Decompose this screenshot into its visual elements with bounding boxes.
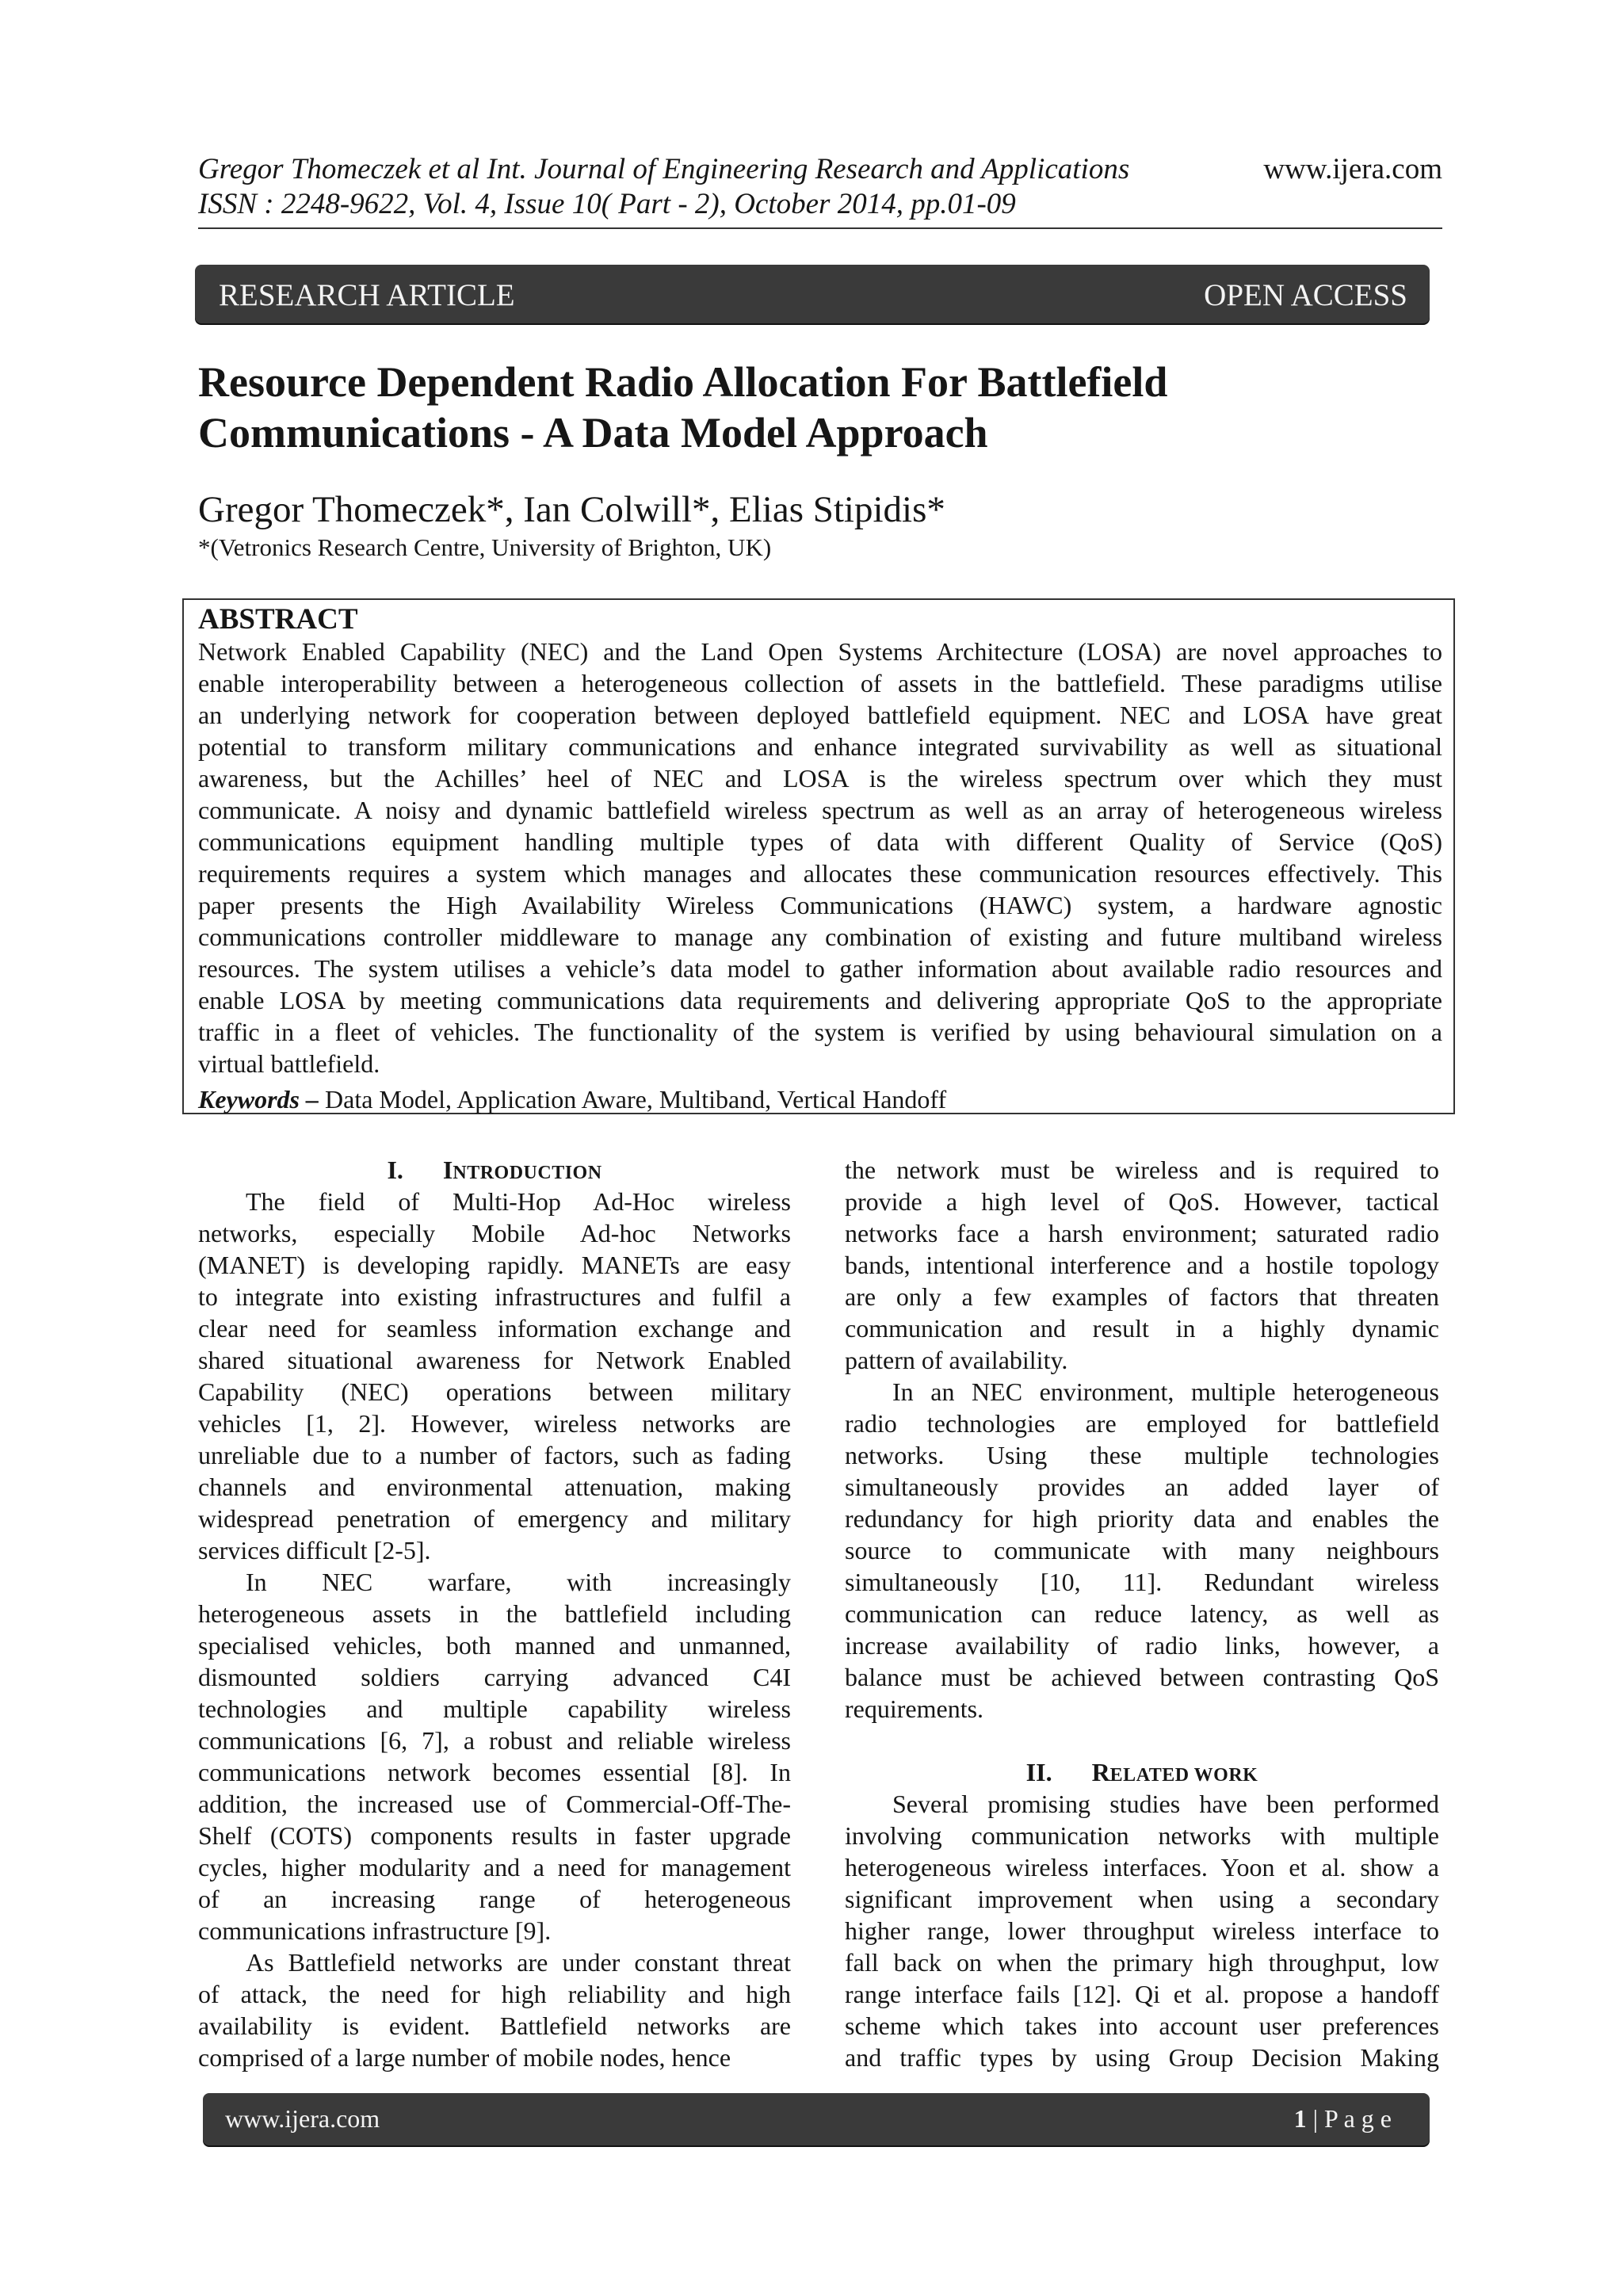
body-line: provide a high level of QoS. However, tactical (845, 1187, 1439, 1216)
body-line: communications [6, 7], a robust and reliable wireless (198, 1726, 791, 1755)
body-line: balance must be achieved between contrasting QoS (845, 1663, 1439, 1691)
section-number: II. (1025, 1758, 1052, 1786)
body-line: significant improvement when using a secondary (845, 1885, 1439, 1913)
body-line: technologies and multiple capability wireless (198, 1694, 791, 1723)
abstract-line: virtual battlefield. (198, 1049, 380, 1078)
body-line: vehicles [1, 2]. However, wireless networks are (198, 1409, 791, 1438)
body-line: communication can reduce latency, as well as (845, 1599, 1439, 1628)
body-line: comprised of a large number of mobile nodes, hence (198, 2043, 731, 2072)
body-line: availability is evident. Battlefield networks are (198, 2011, 791, 2040)
body-line: heterogeneous wireless interfaces. Yoon et al. show a (845, 1853, 1439, 1881)
header-rule (198, 227, 1442, 229)
paper-title (198, 357, 1387, 458)
body-line: redundancy for high priority data and enables the (845, 1504, 1439, 1533)
affiliation: *(Vetronics Research Centre, University of Brighton, UK) (198, 533, 772, 561)
page-indicator (1294, 2104, 1392, 2134)
article-type-banner (195, 265, 1430, 323)
open-access-label: OPEN ACCESS (1204, 278, 1407, 312)
section-heading-introduction (198, 1154, 791, 1186)
abstract-line: communicate. A noisy and dynamic battlefield wireless spectrum as well as an array of heterogeneous wireless (198, 796, 1442, 824)
abstract-line: requirements requires a system which manages and allocates these communication resources effectively. This (198, 859, 1442, 888)
body-line: widespread penetration of emergency and military (198, 1504, 791, 1533)
body-line: and traffic types by using Group Decision Making (845, 2043, 1439, 2072)
body-line: pattern of availability. (845, 1346, 1068, 1374)
footer-website-link[interactable]: www.ijera.com (225, 2104, 380, 2133)
body-line: radio technologies are employed for battlefield (845, 1409, 1439, 1438)
body-line: of an increasing range of heterogeneous (198, 1885, 791, 1913)
body-line: unreliable due to a number of factors, such as fading (198, 1441, 791, 1469)
header-website-link[interactable]: www.ijera.com (1263, 153, 1442, 185)
body-line: services difficult [2-5]. (198, 1536, 431, 1564)
running-header (198, 152, 1442, 222)
body-line: addition, the increased use of Commercial-Off-The- (198, 1790, 791, 1818)
body-line: to integrate into existing infrastructures and fulfil a (198, 1282, 791, 1311)
body-line: networks, especially Mobile Ad-hoc Networks (198, 1219, 791, 1247)
section-title-initial: I (442, 1156, 453, 1184)
page-number: 1 (1293, 2104, 1307, 2133)
body-line: requirements. (845, 1694, 984, 1723)
body-line: In an NEC environment, multiple heterogeneous (892, 1377, 1439, 1406)
body-line: (MANET) is developing rapidly. MANETs are easy (198, 1251, 791, 1279)
body-line: networks face a harsh environment; saturated radio (845, 1219, 1439, 1247)
abstract-body (198, 636, 1442, 1079)
body-line: source to communicate with many neighbours (845, 1536, 1439, 1564)
body-line: are only a few examples of factors that threaten (845, 1282, 1439, 1311)
body-line: cycles, higher modularity and a need for management (198, 1853, 791, 1881)
body-line: fall back on when the primary high throughput, low (845, 1948, 1439, 1977)
title-line-2: Communications - A Data Model Approach (198, 409, 988, 457)
abstract-line: traffic in a fleet of vehicles. The functionality of the system is verified by using behavioural simulation on a (198, 1018, 1442, 1046)
body-line: increase availability of radio links, however, a (845, 1631, 1439, 1660)
body-line: involving communication networks with multiple (845, 1821, 1439, 1850)
body-line: Capability (NEC) operations between military (198, 1377, 791, 1406)
body-line: heterogeneous assets in the battlefield including (198, 1599, 791, 1628)
abstract-line: awareness, but the Achilles’ heel of NEC and LOSA is the wireless spectrum over which they must (198, 764, 1442, 793)
abstract-heading: ABSTRACT (198, 603, 358, 636)
body-line: In NEC warfare, with increasingly (246, 1568, 791, 1596)
body-line: networks. Using these multiple technologies (845, 1441, 1439, 1469)
body-line: communications infrastructure [9]. (198, 1916, 552, 1945)
body-line: Several promising studies have been performed (892, 1790, 1439, 1818)
section-number: I. (387, 1156, 403, 1184)
body-line: range interface fails [12]. Qi et al. propose a handoff (845, 1980, 1439, 2008)
body-line: The field of Multi-Hop Ad-Hoc wireless (246, 1187, 791, 1216)
journal-citation-line: Gregor Thomeczek et al Int. Journal of Engineering Research and Applications (198, 153, 1130, 185)
right-column (845, 1154, 1439, 2073)
left-column (198, 1154, 791, 2073)
abstract-line: enable interoperability between a heterogeneous collection of assets in the battlefield. These paradigms utilise (198, 669, 1442, 697)
page-footer (203, 2093, 1430, 2145)
keywords-list: Data Model, Application Aware, Multiband, Vertical Handoff (319, 1085, 947, 1114)
keywords (198, 1083, 946, 1115)
body-line: communication and result in a highly dynamic (845, 1314, 1439, 1343)
body-line: simultaneously [10, 11]. Redundant wireless (845, 1568, 1439, 1596)
section-title-initial: R (1091, 1758, 1110, 1786)
section-title-rest: ELATED WORK (1109, 1765, 1258, 1786)
abstract-line: communications controller middleware to manage any combination of existing and future multiband wireless (198, 923, 1442, 951)
body-line: higher range, lower throughput wireless interface to (845, 1916, 1439, 1945)
issn-line: ISSN : 2248-9622, Vol. 4, Issue 10( Part - 2), October 2014, pp.01-09 (198, 188, 1016, 220)
body-line: of attack, the need for high reliability and high (198, 1980, 791, 2008)
abstract-line: resources. The system utilises a vehicle’s data model to gather information about available radio resources and (198, 954, 1442, 983)
section-gap (845, 1725, 1439, 1756)
body-line: bands, intentional interference and a hostile topology (845, 1251, 1439, 1279)
body-line: dismounted soldiers carrying advanced C4I (198, 1663, 791, 1691)
body-line: Shelf (COTS) components results in faster upgrade (198, 1821, 791, 1850)
body-line: the network must be wireless and is required to (845, 1156, 1439, 1184)
body-line: channels and environmental attenuation, making (198, 1473, 791, 1501)
body-line: communications network becomes essential [8]. In (198, 1758, 791, 1786)
abstract-line: enable LOSA by meeting communications data requirements and delivering appropriate QoS to the appropriate (198, 986, 1442, 1014)
body-line: As Battlefield networks are under constant threat (246, 1948, 791, 1977)
body-line: clear need for seamless information exchange and (198, 1314, 791, 1343)
body-line: simultaneously provides an added layer of (845, 1473, 1439, 1501)
research-article-label: RESEARCH ARTICLE (219, 278, 515, 312)
abstract-line: potential to transform military communications and enhance integrated survivability as well as situational (198, 732, 1442, 761)
author-list: Gregor Thomeczek*, Ian Colwill*, Elias Stipidis* (198, 489, 945, 530)
abstract-line: an underlying network for cooperation between deployed battlefield equipment. NEC and LOSA have great (198, 701, 1442, 729)
body-line: specialised vehicles, both manned and unmanned, (198, 1631, 791, 1660)
title-line-1: Resource Dependent Radio Allocation For Battlefield (198, 358, 1168, 406)
section-heading-related-work (845, 1756, 1439, 1788)
body-line: scheme which takes into account user preferences (845, 2011, 1439, 2040)
body-line: shared situational awareness for Network Enabled (198, 1346, 791, 1374)
page-label: | P a g e (1306, 2104, 1392, 2133)
section-title-rest: NTRODUCTION (453, 1163, 602, 1183)
abstract-line: paper presents the High Availability Wireless Communications (HAWC) system, a hardware agnostic (198, 891, 1442, 919)
keywords-label: Keywords – (198, 1085, 319, 1114)
abstract-line: Network Enabled Capability (NEC) and the Land Open Systems Architecture (LOSA) are novel approaches to (198, 637, 1442, 666)
abstract-line: communications equipment handling multiple types of data with different Quality of Service (QoS) (198, 827, 1442, 856)
